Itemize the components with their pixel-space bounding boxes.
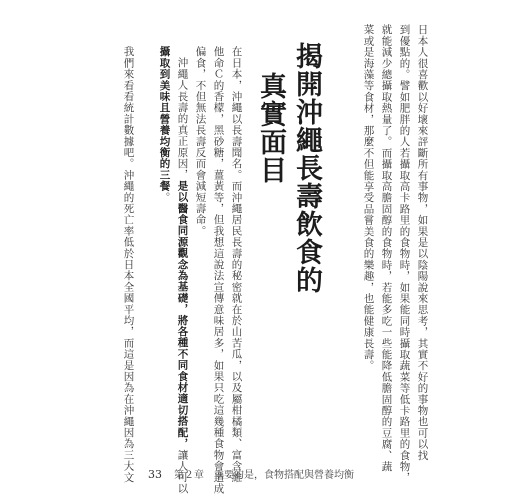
- body-p2-line-2-end: 。: [158, 191, 171, 203]
- intro-line-4: 菜或是海藻等食材，那麼不但能享受品嘗美食的樂趣，也能健康長壽。: [362, 24, 375, 372]
- page-footer: [148, 466, 354, 481]
- body-p1-line-3: 偏食，不但無法長壽反而會減短壽命。: [194, 46, 207, 237]
- body-p1-line-1: 在日本，沖繩以長壽聞名。而沖繩居民長壽的秘密就在於山苦瓜，以及屬柑橘類、富含維: [230, 46, 243, 483]
- intro-line-3: 就能減少總攝取熱量了。而攝取高膽固醇的食物時，若能多吃一些能降低膽固醇的豆腐、蔬: [380, 24, 393, 472]
- body-p2-line-2: [159, 46, 170, 203]
- section-title-line-2: 真實面目: [255, 72, 286, 184]
- body-p2-line-2-emphasis: 攝取到美味且營養均衡的三餐: [158, 46, 171, 192]
- body-p3-line-1: 我們來看看統計數據吧。沖繩的死亡率低於日本全國平均，而這是因為在沖繩因為三大文: [122, 46, 135, 483]
- section-title-line-1: 揭開沖繩長壽飲食的: [291, 42, 322, 294]
- running-header: 第２章 重要的是，食物搭配與營養均衡: [174, 470, 354, 481]
- body-p2-line-1-text: 沖繩人長壽的真正原因，: [176, 57, 189, 181]
- body-p1-line-2: 他命Ｃ的香檬，黑砂糖，薑黃等，但我想這說法宣傳意味居多，如果只吃這幾種食物會造成: [212, 46, 225, 494]
- body-p2-line-1-end: 讓人可以: [176, 449, 189, 494]
- body-p2-line-1: [177, 57, 188, 494]
- intro-line-2: 到優點的。譬如肥胖的人若攝取高卡路里的食物時，如果能同時攝取蔬菜等低卡路里的食物，: [398, 24, 411, 484]
- page-number: 33: [148, 468, 162, 481]
- body-p2-line-1-emphasis: 是以醫食同源觀念為基礎，將各種不同食材適切搭配，: [176, 180, 189, 450]
- intro-line-1: 日本人很喜歡以好壞來評斷所有事物，如果是以陰陽說來思考，其實不好的事物也可以找: [416, 24, 429, 461]
